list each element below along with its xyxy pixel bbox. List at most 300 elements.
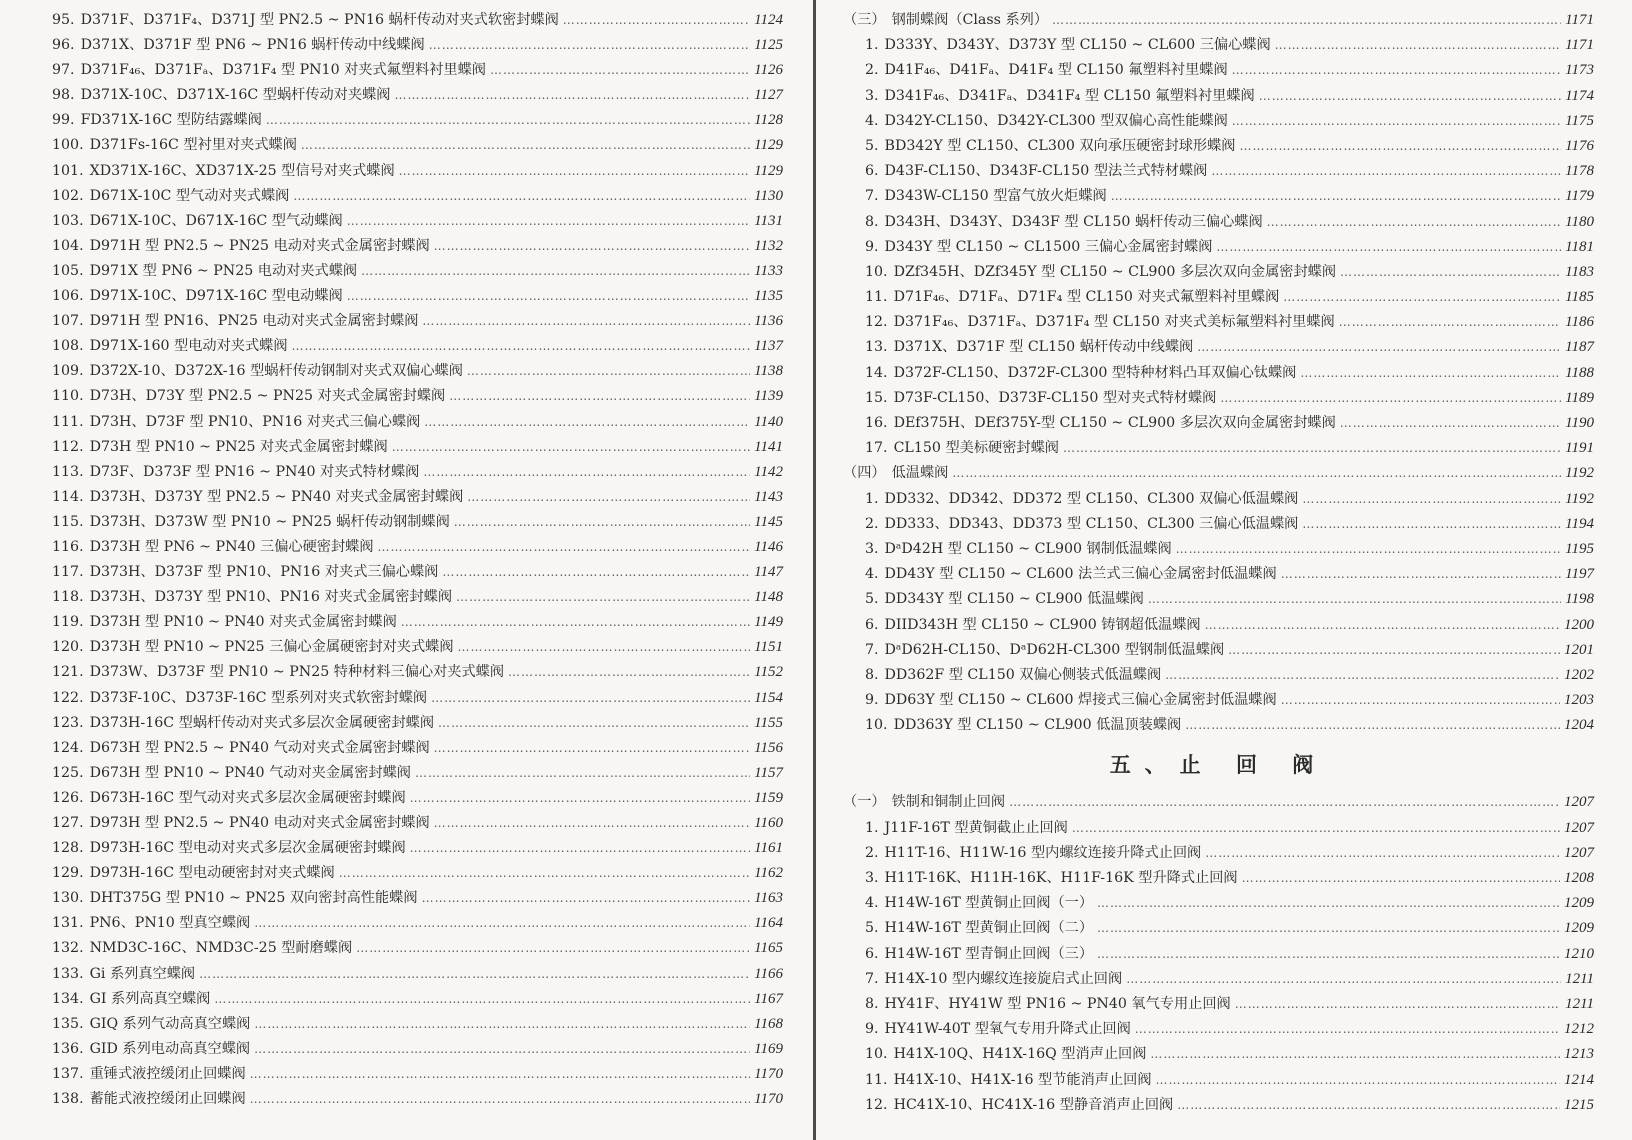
dot-leader [356,936,750,961]
entry-number: 120. [52,639,84,656]
entry-number: 9. [865,238,879,255]
entry-title: D343H、D343Y、D343F 型 CL150 蜗杆传动三偏心蝶阀 [884,213,1263,230]
entry-number: 11. [865,289,888,306]
dot-leader [1072,816,1560,841]
entry-title: D373F-10C、D373F-16C 型系列对夹式软密封蝶阀 [89,689,428,706]
dot-leader [467,359,750,384]
entry-title: D373H、D373Y 型 PN10、PN16 对夹式金属密封蝶阀 [89,589,453,606]
entry-page-number: 1169 [754,1040,783,1057]
entry-page-number: 1181 [1565,238,1594,255]
dot-leader [434,811,750,836]
dot-leader [254,911,750,936]
dot-leader [422,309,750,334]
entry-page-number: 1143 [754,488,783,505]
entry-page-number: 1152 [754,664,783,681]
entry-title: D373H-16C 型蜗杆传动对夹式多层次金属硬密封蝶阀 [89,714,435,731]
entry-title: H41X-10、H41X-16 型节能消声止回阀 [893,1071,1152,1088]
toc-entry [52,911,783,936]
dot-leader [424,410,750,435]
toc-entry [52,686,783,711]
toc-entry [52,485,783,510]
dot-leader [410,836,750,861]
entry-page-number: 1178 [1565,163,1594,180]
entry-page-number: 1139 [754,388,783,405]
right-toc-list-check-valves [843,790,1594,1117]
toc-section-entry [843,790,1594,815]
entry-title: D373H、D373Y 型 PN2.5 ~ PN40 对夹式金属密封蝶阀 [89,488,464,505]
entry-title: DD343Y 型 CL150 ~ CL900 低温蝶阀 [884,591,1144,608]
dot-leader [563,8,750,33]
entry-number: 10. [865,1046,888,1063]
entry-page-number: 1170 [754,1091,783,1108]
entry-title: D371X-10C、D371X-16C 型蜗杆传动对夹蝶阀 [80,87,391,104]
dot-leader [434,234,750,259]
dot-leader [449,384,750,409]
entry-number: 107. [52,313,84,330]
dot-leader [1235,992,1561,1017]
entry-page-number: 1207 [1564,819,1594,836]
entry-title: J11F-16T 型黄铜截止止回阀 [884,819,1068,836]
entry-title: PN6、PN10 型真空蝶阀 [89,915,251,932]
toc-entry [52,936,783,961]
dot-leader [399,159,750,184]
entry-number: 130. [52,890,84,907]
entry-page-number: 1129 [754,137,783,154]
toc-entry [843,335,1594,360]
entry-title: H14W-16T 型黄铜止回阀（二） [884,920,1094,937]
dot-leader [1300,361,1561,386]
dot-leader [508,660,750,685]
toc-entry [52,635,783,660]
dot-leader [361,259,750,284]
entry-page-number: 1187 [1565,339,1594,356]
toc-entry [52,435,783,460]
entry-page-number: 1161 [754,840,783,857]
entry-title: H11T-16、H11W-16 型内螺纹连接升降式止回阀 [884,844,1202,861]
toc-entry [843,992,1594,1017]
entry-number: 123. [52,714,84,731]
entry-title: DD333、DD343、DD373 型 CL150、CL300 三偏心低温蝶阀 [884,515,1299,532]
entry-page-number: 1198 [1565,591,1594,608]
entry-page-number: 1174 [1565,87,1594,104]
dot-leader [1197,335,1561,360]
entry-number: 116. [52,538,84,555]
entry-number: 1. [865,37,879,54]
entry-number: 1. [865,490,879,507]
entry-title: DD63Y 型 CL150 ~ CL600 焊接式三偏心金属密封低温蝶阀 [884,692,1277,709]
dot-leader [438,711,750,736]
entry-page-number: 1173 [1565,62,1594,79]
entry-title: D371X、D371F 型 CL150 蜗杆传动中线蝶阀 [893,339,1194,356]
entry-title: D371Fs-16C 型衬里对夹式蝶阀 [89,137,297,154]
entry-page-number: 1190 [1565,415,1594,431]
entry-page-number: 1176 [1565,137,1594,154]
toc-entry [843,587,1594,612]
entry-number: 122. [52,689,84,706]
dot-leader [1185,713,1560,738]
toc-entry [52,510,783,535]
dot-leader [254,1012,750,1037]
toc-entry [52,711,783,736]
entry-page-number: 1179 [1565,188,1594,205]
chapter-heading: 五、止 回 阀 [1109,753,1328,778]
entry-page-number: 1166 [754,965,783,982]
toc-entry [843,436,1594,461]
entry-page-number: 1145 [754,513,783,530]
entry-number: 6. [865,945,879,962]
toc-entry [52,83,783,108]
entry-title: D373H、D373F 型 PN10、PN16 对夹式三偏心蝶阀 [89,564,439,581]
entry-title: D43F-CL150、D343F-CL150 型法兰式特材蝶阀 [884,163,1208,180]
entry-number: 127. [52,815,84,831]
toc-entry [52,987,783,1012]
entry-title: 蓄能式液控缓闭止回蝶阀 [89,1091,246,1108]
toc-entry [843,109,1594,134]
entry-page-number: 1165 [754,940,783,957]
entry-number: 99. [52,112,75,129]
entry-number: 12. [865,1096,888,1113]
entry-number: 113. [52,463,84,480]
entry-number: 126. [52,789,84,806]
toc-entry [843,361,1594,386]
toc-entry [52,761,783,786]
entry-title: DD362F 型 CL150 双偏心侧装式低温蝶阀 [884,666,1162,683]
entry-title: D73F-CL150、D373F-CL150 型对夹式特材蝶阀 [893,389,1217,406]
toc-entry [52,861,783,886]
entry-number: 9. [865,1021,879,1038]
dot-leader [458,635,751,660]
entry-number: 2. [865,62,879,79]
toc-entry [843,967,1594,992]
dot-leader [1232,58,1561,83]
toc-entry [52,560,783,585]
entry-number: 104. [52,237,84,254]
entry-title: D971X-160 型电动对夹式蝶阀 [89,338,288,355]
entry-number: 98. [52,87,75,104]
entry-title: D371F、D371F₄、D371J 型 PN2.5 ~ PN16 蜗杆传动对夹式软密封蝶阀 [80,12,559,28]
dot-leader [490,58,750,83]
toc-entry [843,663,1594,688]
entry-page-number: 1140 [754,413,783,430]
toc-entry [843,84,1594,109]
entry-title: D343Y 型 CL150 ~ CL1500 三偏心金属密封蝶阀 [884,238,1213,255]
entry-number: 11. [865,1071,888,1088]
toc-entry [843,1068,1594,1093]
entry-page-number: 1155 [754,714,783,731]
entry-title: D73H 型 PN10 ~ PN25 对夹式金属密封蝶阀 [89,438,388,455]
entry-page-number: 1207 [1564,844,1594,861]
toc-entry [52,962,783,987]
dot-leader [423,460,750,485]
entry-number: 125. [52,764,84,781]
toc-entry [52,460,783,485]
entry-page-number: 1180 [1565,213,1594,230]
entry-page-number: 1209 [1564,920,1594,937]
entry-number: 3. [865,540,879,557]
dot-leader [1063,436,1561,461]
entry-number: 102. [52,187,84,204]
entry-page-number: 1171 [1565,37,1594,54]
entry-page-number: 1186 [1565,314,1594,331]
entry-title: GI 系列高真空蝶阀 [89,990,211,1007]
entry-page-number: 1213 [1564,1046,1594,1063]
entry-page-number: 1212 [1564,1021,1594,1038]
entry-number: 109. [52,363,84,380]
entry-title: D973H-16C 型电动对夹式多层次金属硬密封蝶阀 [89,840,406,857]
toc-entry [52,1062,783,1087]
entry-title: H14W-16T 型青铜止回阀（三） [884,945,1094,962]
entry-number: 133. [52,965,84,982]
entry-title: GID 系列电动高真空蝶阀 [89,1040,251,1057]
toc-entry [843,688,1594,713]
entry-page-number: 1146 [754,538,783,555]
toc-entry [52,786,783,811]
dot-leader [1111,184,1561,209]
dot-leader [1135,1017,1560,1042]
toc-entry [843,537,1594,562]
entry-page-number: 1131 [754,212,783,229]
entry-number: 3. [865,870,879,886]
entry-title: DIID343H 型 CL150 ~ CL900 铸钢超低温蝶阀 [884,616,1201,633]
entry-title: DD332、DD342、DD372 型 CL150、CL300 双偏心低温蝶阀 [884,490,1299,507]
dot-leader [1259,84,1561,109]
entry-title: XD371X-16C、XD371X-25 型信号对夹式蝶阀 [89,162,395,179]
entry-number: 117. [52,564,84,581]
dot-leader [1211,159,1561,184]
entry-title: DD363Y 型 CL150 ~ CL900 低温顶装蝶阀 [893,717,1182,734]
dot-leader [1340,411,1561,436]
entry-number: 106. [52,288,84,305]
entry-title: D671X-10C 型气动对夹式蝶阀 [89,187,290,204]
dot-leader [214,987,750,1012]
dot-leader [1097,891,1560,916]
toc-entry [843,58,1594,83]
dot-leader [339,861,750,886]
dot-leader [1052,8,1561,33]
entry-title: D343W-CL150 型富气放火炬蝶阀 [884,188,1107,205]
entry-page-number: 1183 [1565,263,1594,280]
toc-entry [52,886,783,911]
entry-title: GIQ 系列气动高真空蝶阀 [89,1015,251,1032]
toc-entry [52,1012,783,1037]
dot-leader [1148,587,1561,612]
entry-title: D73F、D373F 型 PN16 ~ PN40 对夹式特材蝶阀 [89,463,420,480]
entry-title: Gi 系列真空蝶阀 [89,965,196,982]
entry-number: 103. [52,212,84,229]
entry-number: 110. [52,388,84,405]
entry-number: 3. [865,87,879,104]
toc-entry [843,33,1594,58]
entry-title: DD43Y 型 CL150 ~ CL600 法兰式三偏心金属密封低温蝶阀 [884,566,1277,583]
toc-entry [52,1037,783,1062]
dot-leader [250,1087,750,1112]
entry-title: D373H 型 PN6 ~ PN40 三偏心硬密封蝶阀 [89,538,374,555]
dot-leader [347,284,750,309]
entry-page-number: 1159 [754,789,783,806]
dot-leader [1009,790,1560,815]
entry-page-number: 1127 [754,87,783,104]
dot-leader [952,461,1561,486]
entry-title: D41F₄₆、D41Fₐ、D41F₄ 型 CL150 氟塑料衬里蝶阀 [884,62,1228,79]
entry-title: D671X-10C、D671X-16C 型气动蝶阀 [89,212,343,229]
toc-entry [52,58,783,83]
dot-leader [293,184,750,209]
toc-entry [52,610,783,635]
dot-leader [1302,512,1561,537]
entry-page-number: 1128 [754,112,783,129]
entry-number: （四） [843,465,886,482]
dot-leader [410,786,750,811]
toc-entry [843,184,1594,209]
entry-number: 4. [865,895,879,912]
toc-entry [843,235,1594,260]
toc-entry [52,184,783,209]
entry-number: 1. [865,819,879,836]
dot-leader [401,610,750,635]
entry-number: 8. [865,995,879,1012]
entry-page-number: 1135 [754,288,783,305]
entry-number: 4. [865,566,879,583]
entry-number: 15. [865,389,888,406]
entry-title: DᵃD42H 型 CL150 ~ CL900 钢制低温蝶阀 [884,540,1172,557]
entry-title: D73H、D73F 型 PN10、PN16 对夹式三偏心蝶阀 [89,413,421,430]
entry-title: H11T-16K、H11H-16K、H11F-16K 型升降式止回阀 [884,870,1238,886]
toc-entry [52,410,783,435]
toc-entry [843,310,1594,335]
entry-page-number: 1200 [1564,616,1594,633]
entry-title: D373W、D373F 型 PN10 ~ PN25 特种材料三偏心对夹式蝶阀 [89,664,505,681]
entry-title: D333Y、D343Y、D373Y 型 CL150 ~ CL600 三偏心蝶阀 [884,37,1271,54]
entry-title: D342Y-CL150、D342Y-CL300 型双偏心高性能蝶阀 [884,112,1228,129]
toc-entry [843,841,1594,866]
dot-leader [1339,310,1561,335]
entry-page-number: 1130 [754,187,783,204]
entry-number: 95. [52,12,75,28]
toc-entry [52,836,783,861]
dot-leader [347,209,750,234]
entry-title: D373H、D373W 型 PN10 ~ PN25 蜗杆传动钢制蝶阀 [89,513,450,530]
entry-title: 低温蝶阀 [891,465,949,482]
dot-leader [431,686,750,711]
entry-page-number: 1215 [1564,1096,1594,1113]
entry-title: CL150 型美标硬密封蝶阀 [893,440,1059,457]
entry-page-number: 1195 [1565,540,1594,557]
entry-title: HC41X-10、HC41X-16 型静音消声止回阀 [893,1096,1174,1113]
toc-entry [52,535,783,560]
entry-page-number: 1162 [754,865,783,882]
toc-entry [843,260,1594,285]
entry-number: 132. [52,940,84,957]
toc-entry [52,384,783,409]
entry-number: 112. [52,438,84,455]
toc-entry [52,334,783,359]
entry-number: 8. [865,213,879,230]
entry-title: H14X-10 型内螺纹连接旋启式止回阀 [884,970,1123,987]
dot-leader [1242,866,1560,891]
entry-number: 17. [865,440,888,457]
toc-entry [52,284,783,309]
dot-leader [415,761,750,786]
toc-entry [843,512,1594,537]
entry-page-number: 1192 [1565,465,1594,482]
entry-page-number: 1154 [754,689,783,706]
entry-title: D971H 型 PN2.5 ~ PN25 电动对夹式金属密封蝶阀 [89,237,430,254]
entry-page-number: 1203 [1564,692,1594,709]
dot-leader [442,560,750,585]
entry-number: 97. [52,62,75,79]
entry-title: NMD3C-16C、NMD3C-25 型耐磨蝶阀 [89,940,353,957]
entry-page-number: 1167 [754,990,783,1007]
entry-title: D371F₄₆、D371Fₐ、D371F₄ 型 PN10 对夹式氟塑料衬里蝶阀 [80,62,486,79]
dot-leader [1097,942,1560,967]
entry-title: 铁制和铜制止回阀 [891,794,1006,811]
entry-page-number: 1125 [754,37,783,54]
toc-entry [843,713,1594,738]
dot-leader [1216,235,1561,260]
entry-page-number: 1164 [754,915,783,932]
dot-leader [394,83,750,108]
entry-title: D371F₄₆、D371Fₐ、D371F₄ 型 CL150 对夹式美标氟塑料衬里蝶阀 [893,314,1335,331]
entry-number: 124. [52,739,84,756]
dot-leader [1220,386,1561,411]
entry-title: H41X-10Q、H41X-16Q 型消声止回阀 [893,1046,1147,1063]
entry-title: DEf375H、DEf375Y-型 CL150 ~ CL900 多层次双向金属密封蝶阀 [893,415,1336,431]
dot-leader [1156,1068,1560,1093]
dot-leader [1283,285,1561,310]
entry-page-number: 1129 [754,162,783,179]
entry-page-number: 1141 [754,438,783,455]
entry-title: HY41F、HY41W 型 PN16 ~ PN40 氧气专用止回阀 [884,995,1231,1012]
entry-title: BD342Y 型 CL150、CL300 双向承压硬密封球形蝶阀 [884,137,1236,154]
entry-number: 131. [52,915,84,932]
entry-number: 5. [865,920,879,937]
dot-leader [1232,109,1561,134]
entry-title: D971H 型 PN16、PN25 电动对夹式金属密封蝶阀 [89,313,419,330]
entry-page-number: 1211 [1565,995,1594,1012]
entry-page-number: 1210 [1564,945,1594,962]
entry-number: 135. [52,1015,84,1032]
toc-entry [52,736,783,761]
entry-title: FD371X-16C 型防结露蝶阀 [80,112,262,129]
entry-page-number: 1214 [1564,1071,1594,1088]
entry-title: DᵃD62H-CL150、DᵃD62H-CL300 型钢制低温蝶阀 [884,641,1225,658]
dot-leader [429,33,750,58]
entry-page-number: 1132 [754,237,783,254]
entry-page-number: 1163 [754,890,783,907]
entry-number: （三） [843,12,886,28]
toc-entry [843,1093,1594,1118]
entry-number: 100. [52,137,84,154]
entry-title: D971X-10C、D971X-16C 型电动蝶阀 [89,288,343,305]
entry-number: 101. [52,162,84,179]
right-page [813,0,1632,1140]
entry-number: 121. [52,664,84,681]
toc-entry [52,159,783,184]
entry-number: 128. [52,840,84,857]
toc-entry [843,891,1594,916]
entry-page-number: 1170 [754,1065,783,1082]
entry-number: 7. [865,970,879,987]
toc-entry [52,108,783,133]
entry-number: 115. [52,513,84,530]
toc-entry [52,8,783,33]
dot-leader [1097,916,1560,941]
entry-page-number: 1175 [1565,112,1594,129]
toc-entry [843,487,1594,512]
toc-entry [843,159,1594,184]
entry-number: 13. [865,339,888,356]
entry-title: D973H-16C 型电动硬密封对夹式蝶阀 [89,865,335,882]
